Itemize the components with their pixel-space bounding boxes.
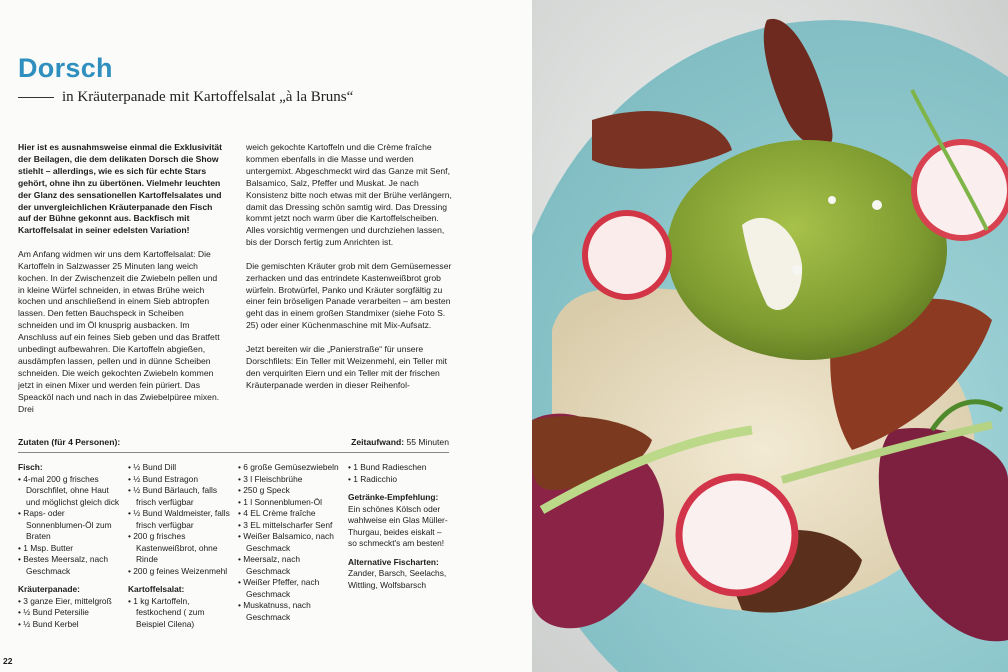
ingredient-item: • Meersalz, nach Geschmack <box>238 554 342 577</box>
body-paragraph: Am Anfang widmen wir uns dem Kartoffelsalat: Die Kartoffeln in Salzwasser 25 Minuten lang weich kochen. In der Zwischenzeit die Zwiebeln pellen und in kleine Würfel schneiden, in etwas Brühe weich kochen und anschließend in einem Sieb abtropfen lassen. Den fetten Bauchspeck in Scheiben schneiden und im Öl knusprig ausbacken. Im Anschluss auf ein feines Sieb geben und das Bratfett unbedingt aufbewahren. Die Kartoffeln abgießen, ausdämpfen lassen, pellen und in dünne Scheiben schneiden. Die weich gekochten Zwiebeln kommen jetzt in einen Mixer und werden fein püriert. Das Speacköl nach und nach in das Zwiebelpüree mixen. Drei <box>18 248 220 414</box>
ingredients-column-3 <box>238 462 342 623</box>
ingredient-item: • 3 ganze Eier, mittelgroß <box>18 596 122 608</box>
ingredient-item: • 4-mal 200 g frisches Dorschfilet, ohne Haut und möglichst gleich dick <box>18 474 122 509</box>
ingredient-item: • Weißer Pfeffer, nach Geschmack <box>238 577 342 600</box>
ingredients-column-4 <box>348 462 452 591</box>
drinks-text: Ein schönes Kölsch oder wahlweise ein Glas Müller-Thurgau, beides eiskalt – so schmeckt's am besten! <box>348 503 448 548</box>
radish-slice <box>914 142 1008 238</box>
salt-flake <box>872 200 882 210</box>
ingredients-divider <box>18 452 449 453</box>
intro-paragraph: Hier ist es ausnahmsweise einmal die Exklusivität der Beilagen, die dem delikaten Dorsch die Show stiehlt – allerdings, wie es sich für echte Stars gehört, ohne ihn zu übertönen. Vielmehr leuchten der Glanz des sensationellen Kartoffelsalates und der unvergleichlichen Kräuterpanade den Fisch auf der Bühne gekonnt aus. Backfisch mit Kartoffelsalat in seiner edelsten Variation! <box>18 142 222 236</box>
ingredient-item: • ½ Bund Dill <box>128 462 232 474</box>
ingredients-header <box>18 437 449 447</box>
text-column-1 <box>18 142 223 427</box>
ingredient-item: • 6 große Gemüsezwiebeln <box>238 462 342 474</box>
radish-slice <box>679 477 795 593</box>
ingredient-item: • ½ Bund Waldmeister, falls frisch verfügbar <box>128 508 232 531</box>
body-paragraph: Jetzt bereiten wir die „Panierstraße“ für unsere Dorschfilets: Ein Teller mit Weizenmehl, ein Teller mit den verquirlten Eiern und ein Teller mit der frischen Kräuterpanade werden in dieser Reihenfol- <box>246 343 448 390</box>
subtitle-rule <box>18 97 54 98</box>
ingredient-item: • 3 l Fleischbrühe <box>238 474 342 486</box>
section-title-fish: Fisch: <box>18 462 43 472</box>
ingredients-column-1 <box>18 462 122 630</box>
time-label: Zeitaufwand: <box>351 437 405 447</box>
ingredient-item: • 250 g Speck <box>238 485 342 497</box>
ingredient-item: • 1 kg Kartoffeln, festkochend ( zum Beispiel Cilena) <box>128 596 232 631</box>
time-value: 55 Minuten <box>406 437 449 447</box>
ingredient-item: • 200 g feines Weizenmehl <box>128 566 232 578</box>
salt-flake <box>792 265 802 275</box>
ingredient-item: • 1 l Sonnenblumen-Öl <box>238 497 342 509</box>
text-column-2 <box>246 142 453 403</box>
dish-illustration <box>532 0 1008 672</box>
fish-fillet <box>667 140 947 360</box>
time-info <box>351 437 449 447</box>
radish-slice <box>585 213 669 297</box>
ingredients-column-2 <box>128 462 232 630</box>
ingredient-item: • 1 Msp. Butter <box>18 543 122 555</box>
ingredient-item: • ½ Bund Estragon <box>128 474 232 486</box>
dish-photo <box>532 0 1008 672</box>
ingredient-item: • ½ Bund Kerbel <box>18 619 122 631</box>
ingredient-item: • 4 EL Crème fraîche <box>238 508 342 520</box>
ingredient-item: • 3 EL mittelscharfer Senf <box>238 520 342 532</box>
salt-flake <box>828 196 836 204</box>
body-paragraph: weich gekochte Kartoffeln und die Crème fraîche kommen ebenfalls in die Masse und werden untergemixt. Abgeschmeckt wird das Ganze mit Senf, Balsamico, Salz, Pfeffer und Muskat. Je nach Konsistenz bitte noch etwas mit der Brühe verlängern, damit das Dressing schön samtig wird. Das Dressing kommt jetzt noch warm über die Kartoffelscheiben. Alles vorsichtig vermengen und durchziehen lassen, bis der Dorsch fertig zum Anrichten ist. <box>246 142 452 248</box>
recipe-title: Dorsch <box>18 53 113 83</box>
ingredient-item: • Muskatnuss, nach Geschmack <box>238 600 342 623</box>
alt-fish-text: Zander, Barsch, Seelachs, Wittling, Wolfsbarsch <box>348 568 447 590</box>
ingredient-item: • ½ Bund Petersilie <box>18 607 122 619</box>
ingredient-item: • 1 Bund Radieschen <box>348 462 452 474</box>
ingredient-item: • Raps- oder Sonnenblumen-Öl zum Braten <box>18 508 122 543</box>
section-title-panade: Kräuterpanade: <box>18 584 80 594</box>
recipe-subtitle: in Kräuterpanade mit Kartoffelsalat „à la Bruns“ <box>62 89 354 105</box>
ingredient-item: • Weißer Balsamico, nach Geschmack <box>238 531 342 554</box>
subtitle-row <box>18 89 353 106</box>
ingredient-item: • 200 g frisches Kastenweißbrot, ohne Rinde <box>128 531 232 566</box>
page-number: 22 <box>3 656 13 666</box>
ingredient-item: • Bestes Meersalz, nach Geschmack <box>18 554 122 577</box>
ingredient-item: • 1 Radicchio <box>348 474 452 486</box>
body-paragraph: Die gemischten Kräuter grob mit dem Gemüsemesser zerhacken und das entrindete Kastenweißbrot grob würfeln. Brotwürfel, Panko und Kräuter sorgfältig zu einer fein bröseligen Panade verarbeiten – am besten geht das in einem großen Standmixer (siehe Foto S. 25) oder einer Küchenmaschine mit Mix-Aufsatz. <box>246 260 452 331</box>
section-title-salad: Kartoffelsalat: <box>128 584 185 594</box>
ingredients-label: Zutaten (für 4 Personen): <box>18 437 121 447</box>
section-title-drinks: Getränke-Empfehlung: <box>348 492 439 502</box>
section-title-alt-fish: Alternative Fischarten: <box>348 556 439 567</box>
ingredient-item: • ½ Bund Bärlauch, falls frisch verfügbar <box>128 485 232 508</box>
